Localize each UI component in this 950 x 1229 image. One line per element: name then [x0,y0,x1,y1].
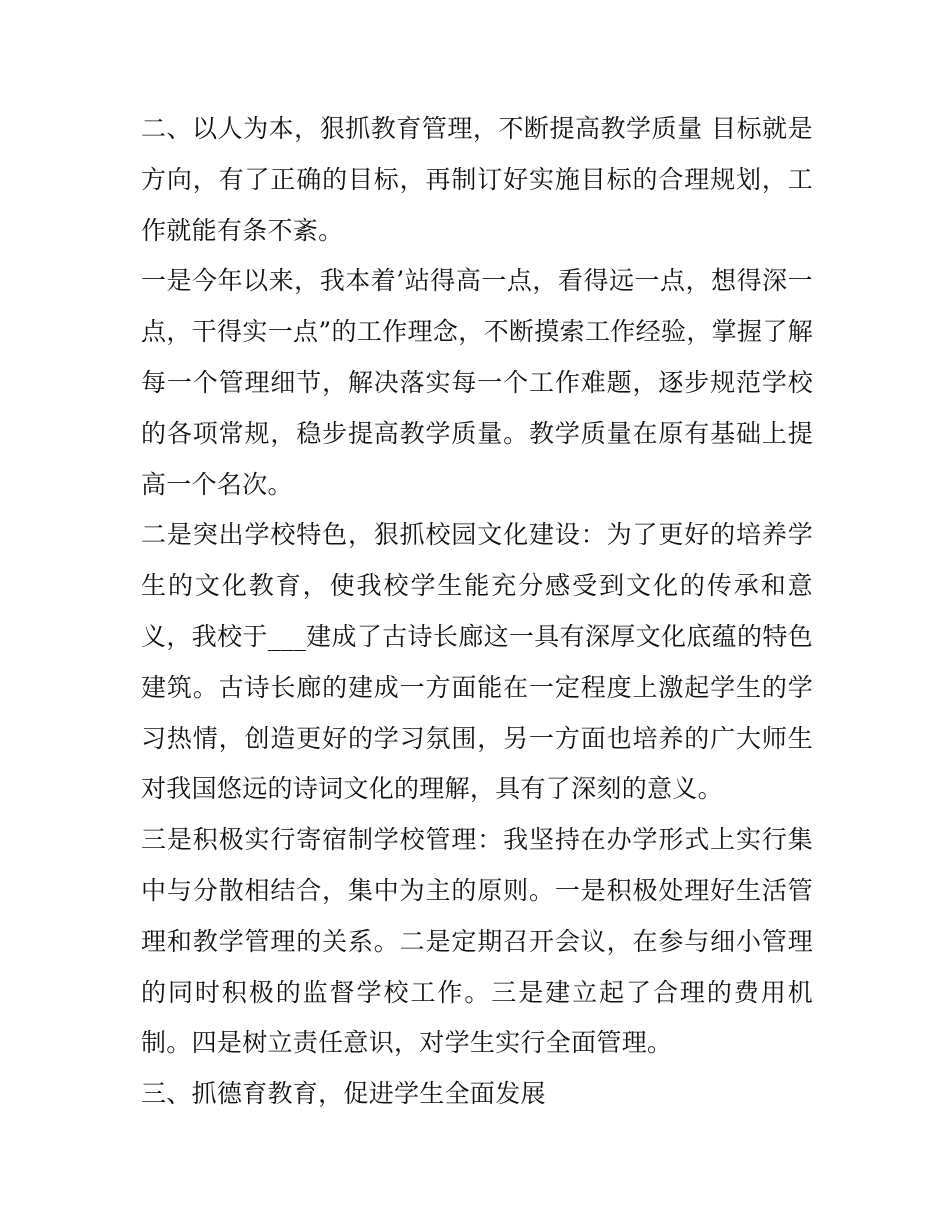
paragraph-management-quality: 二、以人为本，狠抓教育管理，不断提高教学质量 目标就是方向，有了正确的目标，再制订好实施目标的合理规划，工作就能有条不紊。 [141,114,813,245]
document-body [141,104,813,1120]
paragraph-moral-education-heading: 三、抓德育教育，促进学生全面发展 [141,1079,546,1109]
paragraph-campus-culture: 二是突出学校特色，狠抓校园文化建设：为了更好的培养学生的文化教育，使我校学生能充分感受到文化的传承和意义，我校于___建成了古诗长廊这一具有深厚文化底蕴的特色建筑。古诗长廊的建成一方面能在一定程度上激起学生的学习热情，创造更好的学习氛围，另一方面也培养的广大师生对我国悠远的诗词文化的理解，具有了深刻的意义。 [141,520,813,804]
paragraph-work-philosophy: 一是今年以来，我本着’站得高一点，看得远一点，想得深一点，干得实一点”的工作理念，不断摸索工作经验，掌握了解每一个管理细节，解决落实每一个工作难题，逐步规范学校的各项常规，稳步提高教学质量。教学质量在原有基础上提高一个名次。 [141,266,813,499]
paragraph-boarding-management: 三是积极实行寄宿制学校管理：我坚持在办学形式上实行集中与分散相结合，集中为主的原则。一是积极处理好生活管理和教学管理的关系。二是定期召开会议，在参与细小管理的同时积极的监督学校工作。三是建立起了合理的费用机制。四是树立责任意识，对学生实行全面管理。 [141,825,813,1058]
